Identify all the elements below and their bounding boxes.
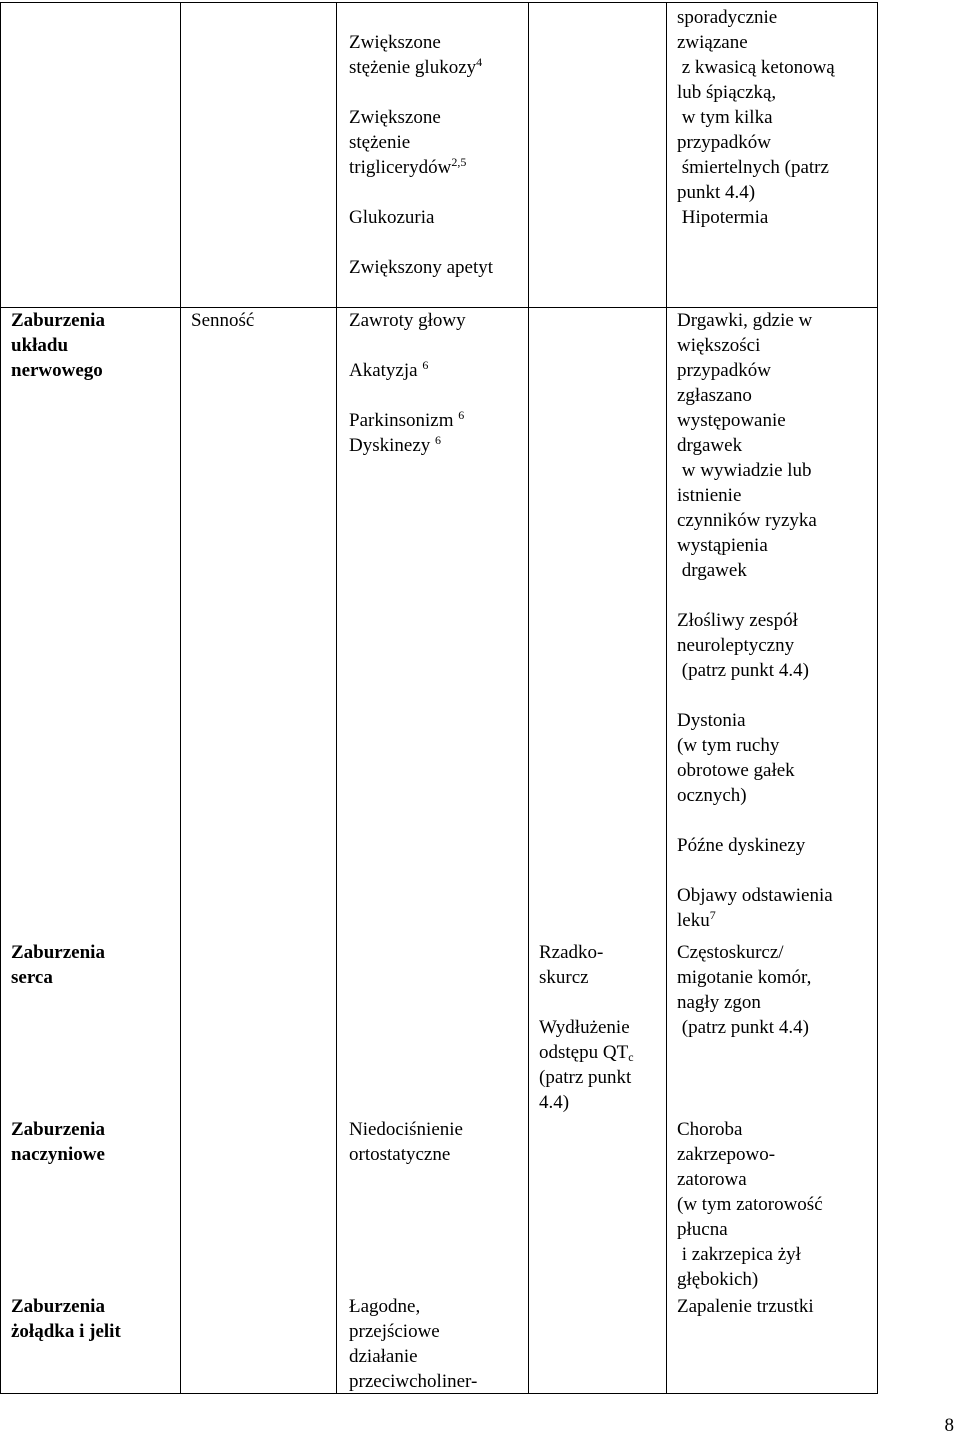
choroba-text: głębokich)	[677, 1269, 759, 1290]
category-label: Zaburzenia	[11, 942, 105, 963]
choroba-text: zatorowa	[677, 1169, 747, 1190]
wydluzenie-qt: odstępu $QT_c$	[539, 1042, 634, 1064]
czestoskurcz-text: nagły zgon	[677, 992, 761, 1013]
drgawki-text: Drgawki, gdzie w	[677, 310, 813, 331]
wydluzenie-qt: Wydłużenie	[539, 1017, 630, 1038]
tg-line-2: stężenie	[349, 132, 411, 153]
table-border-right	[877, 2, 878, 1394]
nerwowy-col2	[191, 308, 254, 333]
col5-text: sporadycznie	[677, 7, 778, 28]
choroba-text: płucna	[677, 1219, 728, 1240]
parkinsonizm: Parkinsonizm $^6$	[349, 408, 465, 431]
lagodne-text: działanie	[349, 1346, 418, 1367]
naczyniowe-col5	[677, 1117, 823, 1292]
drgawki-text: istnienie	[677, 485, 742, 506]
dystonia-text: Dystonia	[677, 710, 746, 731]
category-label: Zaburzenia	[11, 1119, 105, 1140]
niedocisnienie: Niedociśnienie	[349, 1119, 463, 1140]
col-divider-3	[528, 2, 529, 1394]
wydluzenie-qt: (patrz punkt	[539, 1067, 632, 1088]
dystonia-text: (w tym ruchy	[677, 735, 780, 756]
category-serca	[11, 940, 105, 990]
category-label: Zaburzenia	[11, 1296, 105, 1317]
table-border-top	[0, 2, 878, 3]
serca-col4	[539, 940, 634, 1115]
sennosc: Senność	[191, 310, 255, 331]
table-border-left	[0, 2, 1, 1394]
glukoza-line-2: stężenie glukozy$^4$	[349, 55, 483, 78]
category-label: układu	[11, 335, 69, 356]
col5-text: lub śpiączką,	[677, 82, 777, 103]
top-row-col3	[349, 30, 493, 280]
zoladka-col3	[349, 1294, 477, 1394]
category-label: naczyniowe	[11, 1144, 105, 1165]
serca-col5	[677, 940, 811, 1040]
zoladka-col5	[677, 1294, 814, 1319]
zapalenie-trzustki: Zapalenie trzustki	[677, 1296, 814, 1317]
page-number: 8	[944, 1415, 954, 1436]
dyskinezy: Dyskinezy $^6$	[349, 433, 442, 456]
nerwowy-col5	[677, 308, 833, 933]
czestoskurcz-text: Częstoskurcz/	[677, 942, 784, 963]
category-label: nerwowego	[11, 360, 103, 381]
category-nerwowy	[11, 308, 105, 383]
dystonia-text: ocznych)	[677, 785, 747, 806]
category-label: Zaburzenia	[11, 310, 105, 331]
col-divider-1	[180, 2, 181, 1394]
wydluzenie-qt: 4.4)	[539, 1092, 570, 1113]
choroba-text: i zakrzepica żył	[677, 1244, 801, 1265]
zespol-text: neuroleptyczny	[677, 635, 795, 656]
rzadkoskurcz: skurcz	[539, 967, 589, 988]
drgawki-text: czynników ryzyka	[677, 510, 817, 531]
glukozuria: Glukozuria	[349, 207, 435, 228]
dystonia-text: obrotowe gałek	[677, 760, 795, 781]
choroba-text: (w tym zatorowość	[677, 1194, 823, 1215]
zespol-text: Złośliwy zespół	[677, 610, 798, 631]
lagodne-text: przeciwcholiner-	[349, 1371, 478, 1392]
col5-text: w tym kilka	[677, 107, 773, 128]
choroba-text: zakrzepowo-	[677, 1144, 776, 1165]
choroba-text: Choroba	[677, 1119, 743, 1140]
objawy-leku: leku$^7$	[677, 908, 716, 931]
drgawki-text: większości	[677, 335, 761, 356]
col5-text: punkt 4.4)	[677, 182, 756, 203]
col5-text: śmiertelnych (patrz	[677, 157, 829, 178]
category-zoladka	[11, 1294, 121, 1344]
zespol-text: (patrz punkt 4.4)	[677, 660, 809, 681]
lagodne-text: Łagodne,	[349, 1296, 421, 1317]
nerwowy-col3	[349, 308, 466, 458]
top-row-col5	[677, 5, 835, 230]
objawy-odstawienia: Objawy odstawienia	[677, 885, 833, 906]
pozne-dyskinezy: Późne dyskinezy	[677, 835, 806, 856]
drgawki-text: przypadków	[677, 360, 771, 381]
category-label: serca	[11, 967, 53, 988]
czestoskurcz-text: migotanie komór,	[677, 967, 812, 988]
lagodne-text: przejściowe	[349, 1321, 440, 1342]
drgawki-text: drgawek	[677, 560, 747, 581]
drgawki-text: zgłaszano	[677, 385, 752, 406]
category-naczyniowe	[11, 1117, 105, 1167]
col-divider-2	[336, 2, 337, 1394]
col-divider-4	[666, 2, 667, 1394]
glukoza-line-1: Zwiększone	[349, 32, 441, 53]
naczyniowe-col3	[349, 1117, 463, 1167]
drgawki-text: drgawek	[677, 435, 743, 456]
tg-line-1: Zwiększone	[349, 107, 441, 128]
rzadkoskurcz: Rzadko-	[539, 942, 604, 963]
drgawki-text: wystąpienia	[677, 535, 768, 556]
col5-text: związane	[677, 32, 748, 53]
drgawki-text: występowanie	[677, 410, 786, 431]
zawroty-glowy: Zawroty głowy	[349, 310, 466, 331]
akatyzja: Akatyzja $^6$	[349, 358, 429, 381]
niedocisnienie: ortostatyczne	[349, 1144, 451, 1165]
col5-text: Hipotermia	[677, 207, 769, 228]
czestoskurcz-text: (patrz punkt 4.4)	[677, 1017, 809, 1038]
category-label: żołądka i jelit	[11, 1321, 121, 1342]
col5-text: przypadków	[677, 132, 771, 153]
col5-text: z kwasicą ketonową	[677, 57, 835, 78]
tg-line-3: triglicerydów$^{2,5}$	[349, 155, 467, 178]
zwiekszony-apetyt: Zwiększony apetyt	[349, 257, 494, 278]
drgawki-text: w wywiadzie lub	[677, 460, 812, 481]
